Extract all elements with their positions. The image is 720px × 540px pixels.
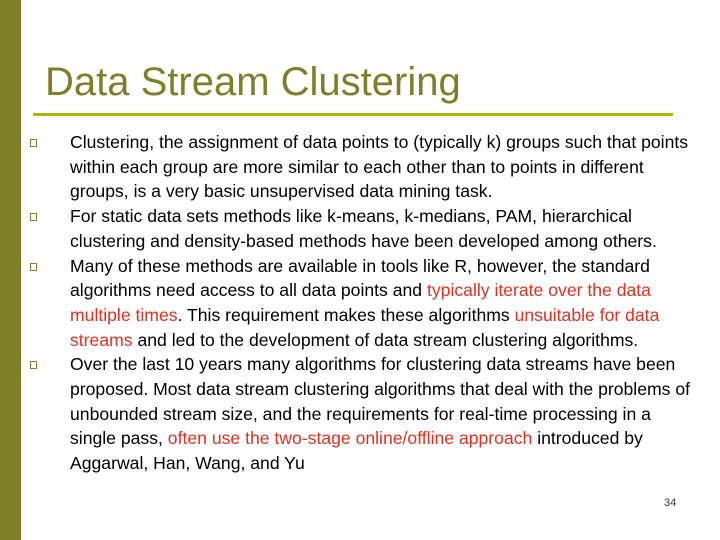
bullet-item xyxy=(30,204,700,253)
highlighted-text: typically iterate over the data multiple times xyxy=(70,280,651,325)
bullet-text: Clustering, the assignment of data points to (typically k) groups such that points within each group are more similar to each other than to points in different groups, is a very basic unsupervised data mining task. xyxy=(70,132,689,202)
bullet-text: . This requirement makes these algorithms xyxy=(177,304,515,325)
bullet-text: introduced by Aggarwal, Han, Wang, and Yu xyxy=(70,428,643,474)
bullet-text: Over the last 10 years many algorithms for clustering data streams have been proposed. Most data stream clustering algorithms that deal with the problems of unbounded stream size, and the requirements for real-time processing in a single pass, xyxy=(70,354,690,449)
bullet-item xyxy=(30,130,700,204)
slide-sidebar-accent xyxy=(0,0,21,540)
bullet-text: Many of these methods are available in tools like R, however, the standard algorithms need access to all data points and xyxy=(70,255,650,301)
bullet-item xyxy=(30,254,700,353)
bullet-list xyxy=(30,130,700,476)
title-divider xyxy=(33,113,673,116)
bullet-text: For static data sets methods like k-means, k-medians, PAM, hierarchical clustering and density-based methods have been developed among others. xyxy=(70,206,657,251)
bullet-item xyxy=(30,352,700,476)
square-bullet-icon xyxy=(30,361,37,369)
highlighted-text: unsuitable for data streams xyxy=(70,304,660,350)
slide-title: Data Stream Clustering xyxy=(45,60,461,104)
square-bullet-icon xyxy=(30,213,37,221)
square-bullet-icon xyxy=(30,139,37,147)
bullet-text: and led to the development of data stream clustering algorithms. xyxy=(132,329,639,350)
highlighted-text: often use the two-stage online/offline approach xyxy=(167,428,533,449)
page-number: 34 xyxy=(664,497,677,509)
square-bullet-icon xyxy=(30,263,37,271)
